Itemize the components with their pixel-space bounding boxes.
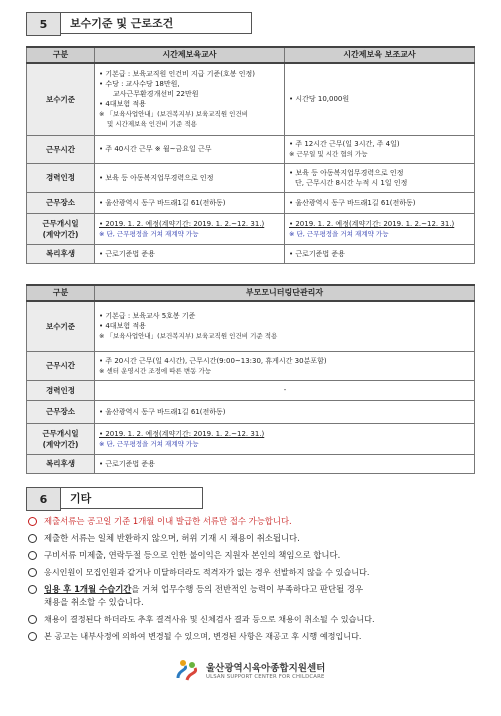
header-category: 구분 bbox=[27, 47, 95, 63]
circle-bullet-icon bbox=[28, 632, 37, 641]
header-category: 구분 bbox=[27, 285, 95, 301]
pay-conditions-table-1 bbox=[26, 46, 475, 264]
list-item: 구비서류 미제출, 연락두절 등으로 인한 불이익은 지원자 본인의 책임으로 합니다. bbox=[26, 549, 480, 562]
list-item: 응시인원이 모집인원과 같거나 미달하더라도 적격자가 없는 경우 선발하지 않을 수 있습니다. bbox=[26, 566, 480, 579]
list-item: 제출한 서류는 일체 반환하지 않으며, 허위 기재 시 채용이 취소됩니다. bbox=[26, 532, 480, 545]
assistant-start-cell: • 2019. 1. 2. 예정(계약기간: 2019. 1. 2.~12. 31.) ※ 단, 근무평정을 거쳐 재계약 가능 bbox=[285, 213, 475, 244]
teacher-experience-cell: • 보육 등 아동복지업무경력으로 인정 bbox=[95, 163, 285, 192]
teacher-hours-cell: • 주 40시간 근무 ※ 월~금요일 근무 bbox=[95, 135, 285, 163]
row-label-pay: 보수기준 bbox=[27, 63, 95, 135]
assistant-place-cell: • 울산광역시 동구 바드래1길 61(전하동) bbox=[285, 192, 475, 213]
manager-hours-cell: • 주 20시간 근무(일 4시간), 근무시간(9:00~13:30, 휴게시간 30분포함) ※ 센터 운영시간 조정에 따른 변동 가능 bbox=[95, 351, 475, 380]
center-logo-icon bbox=[175, 658, 201, 682]
center-logo bbox=[175, 658, 325, 682]
notice-list bbox=[26, 515, 480, 647]
circle-bullet-icon bbox=[28, 534, 37, 543]
assistant-experience-cell: • 보육 등 아동복지업무경력으로 인정 단, 근무시간 8시간 누적 시 1일 인정 bbox=[285, 163, 475, 192]
section-number: 6 bbox=[26, 487, 61, 511]
assistant-pay-cell: • 시간당 10,000원 bbox=[285, 63, 475, 135]
list-item: 제출서류는 공고일 기준 1개월 이내 발급한 서류만 접수 가능합니다. bbox=[26, 515, 480, 528]
row-label-experience: 경력인정 bbox=[27, 163, 95, 192]
header-assistant: 시간제보육 보조교사 bbox=[285, 47, 475, 63]
row-label-welfare: 복리후생 bbox=[27, 454, 95, 473]
teacher-pay-cell: • 기본급 : 보육교직원 인건비 지급 기준(호봉 인정) • 수당 : 교사수당 18만원, 교사근무환경개선비 22만원 • 4대보험 적용 ※ 「보육사업안내」(보건복지부) 보육교직원 인건비 및 시간제보육 인건비 기준 적용 bbox=[95, 63, 285, 135]
circle-bullet-icon bbox=[28, 615, 37, 624]
header-teacher: 시간제보육교사 bbox=[95, 47, 285, 63]
manager-start-cell: • 2019. 1. 2. 예정(계약기간: 2019. 1. 2.~12. 31.) ※ 단, 근무평정을 거쳐 재계약 가능 bbox=[95, 423, 475, 454]
circle-bullet-icon bbox=[28, 551, 37, 560]
org-name-en: ULSAN SUPPORT CENTER FOR CHILDCARE bbox=[206, 674, 325, 680]
row-label-start: 근무개시일 (계약기간) bbox=[27, 423, 95, 454]
teacher-welfare-cell: • 근로기준법 준용 bbox=[95, 244, 285, 263]
section-5-header bbox=[26, 12, 252, 36]
teacher-place-cell: • 울산광역시 동구 바드래1길 61(전하동) bbox=[95, 192, 285, 213]
list-item: 본 공고는 내부사정에 의하여 변경될 수 있으며, 변경된 사항은 재공고 후 시행 예정입니다. bbox=[26, 630, 480, 643]
circle-bullet-icon bbox=[28, 585, 37, 594]
manager-place-cell: • 울산광역시 동구 바드래1길 61(전하동) bbox=[95, 400, 475, 423]
row-label-welfare: 복리후생 bbox=[27, 244, 95, 263]
row-label-hours: 근무시간 bbox=[27, 351, 95, 380]
list-item: 임용 후 1개월 수습기간을 거쳐 업무수행 등의 전반적인 능력이 부족하다고 판단될 경우 채용을 취소할 수 있습니다. bbox=[26, 583, 480, 609]
assistant-welfare-cell: • 근로기준법 준용 bbox=[285, 244, 475, 263]
row-label-pay: 보수기준 bbox=[27, 301, 95, 351]
circle-bullet-icon bbox=[28, 517, 37, 526]
row-label-start: 근무개시일 (계약기간) bbox=[27, 213, 95, 244]
row-label-hours: 근무시간 bbox=[27, 135, 95, 163]
teacher-start-cell: • 2019. 1. 2. 예정(계약기간: 2019. 1. 2.~12. 31.) ※ 단, 근무평정을 거쳐 재계약 가능 bbox=[95, 213, 285, 244]
circle-bullet-icon bbox=[28, 568, 37, 577]
section-number: 5 bbox=[26, 12, 61, 36]
list-item: 채용이 결정된다 하더라도 추후 결격사유 및 신체검사 결과 등으로 채용이 취소될 수 있습니다. bbox=[26, 613, 480, 626]
org-name: 울산광역시육아종합지원센터 bbox=[206, 663, 326, 674]
row-label-experience: 경력인정 bbox=[27, 380, 95, 400]
section-6-header bbox=[26, 487, 203, 511]
pay-conditions-table-2 bbox=[26, 284, 475, 474]
assistant-hours-cell: • 주 12시간 근무(일 3시간, 주 4일) ※ 근무일 및 시간 협의 가능 bbox=[285, 135, 475, 163]
section-title: 보수기준 및 근로조건 bbox=[61, 12, 252, 34]
manager-experience-cell: - bbox=[95, 380, 475, 400]
manager-welfare-cell: • 근로기준법 준용 bbox=[95, 454, 475, 473]
section-title: 기타 bbox=[61, 487, 203, 509]
row-label-place: 근무장소 bbox=[27, 400, 95, 423]
manager-pay-cell: • 기본급 : 보육교사 5호봉 기준 • 4대보험 적용 ※ 「보육사업안내」(보건복지부) 보육교직원 인건비 기준 적용 bbox=[95, 301, 475, 351]
header-monitoring-manager: 부모모니터링단관리자 bbox=[95, 285, 475, 301]
row-label-place: 근무장소 bbox=[27, 192, 95, 213]
